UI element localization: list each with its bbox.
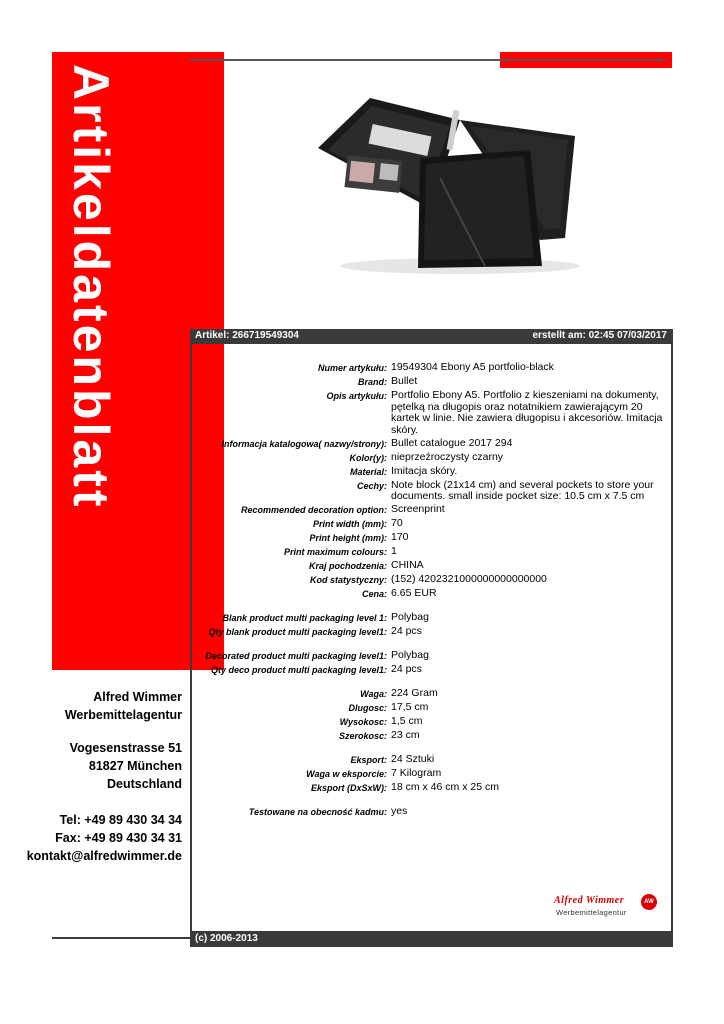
company-logo — [552, 893, 662, 923]
spec-value: Bullet — [391, 375, 418, 387]
company-name — [20, 688, 182, 724]
logo-subtitle: Werbemittelagentur — [556, 908, 627, 917]
phone-number: Tel: +49 89 430 34 34 — [59, 813, 182, 827]
spec-value: Portfolio Ebony A5. Portfolio z kieszeniami na dokumenty, pętelką na długopis oraz notatnikiem zawierającym 20 kartek w linie. Nie zawiera długopisu i akcesoriów. Imitacja skóry. — [391, 389, 663, 436]
company-contact — [20, 811, 182, 865]
spec-value: 18 cm x 46 cm x 25 cm — [391, 781, 499, 793]
spec-value: 1,5 cm — [391, 715, 423, 727]
spec-label: Waga w eksporcie: — [306, 769, 387, 779]
info-header — [190, 329, 673, 344]
export-row — [192, 782, 670, 795]
export-row — [192, 768, 670, 781]
spec-value: 19549304 Ebony A5 portfolio-black — [391, 361, 554, 373]
spec-row — [192, 546, 670, 559]
spec-value: Polybag — [391, 611, 429, 623]
spec-label: Kolor(y): — [349, 452, 387, 463]
logo-script: Alfred Wimmer — [554, 895, 625, 906]
product-image — [310, 88, 590, 278]
spec-value: Screenprint — [391, 503, 445, 515]
company-line2: Werbemittelagentur — [64, 708, 182, 722]
spec-value: 7 Kilogram — [391, 767, 442, 779]
spec-label: Brand: — [358, 377, 387, 387]
spec-label: Decorated product multi packaging level1: — [205, 651, 387, 661]
spec-label: Opis artykułu: — [326, 391, 387, 401]
spec-value: (152) 4202321000000000000000 — [391, 573, 547, 585]
spec-value: 24 Sztuki — [391, 753, 435, 765]
spec-row — [192, 574, 670, 587]
article-number: Artikel: 266719549304 — [195, 330, 299, 341]
address-city: 81827 München — [88, 759, 182, 773]
spec-label: Qty blank product multi packaging level1: — [208, 627, 387, 637]
spec-label: Print maximum colours: — [283, 547, 387, 557]
dimension-row — [192, 730, 670, 743]
spec-value: Imitacja skóry. — [391, 464, 458, 477]
packaging-row — [192, 664, 670, 677]
spec-label: Numer artykułu: — [317, 363, 387, 373]
spec-row — [192, 504, 670, 517]
spec-label: Qty deco product multi packaging level1: — [210, 665, 387, 675]
spec-row — [192, 362, 670, 375]
spec-value: 1 — [391, 545, 397, 557]
dimension-row — [192, 716, 670, 729]
spec-value: 70 — [391, 517, 403, 529]
spec-row — [192, 390, 670, 436]
spec-value: Note block (21x14 cm) and several pockets to store your documents. small inside pocket size: 10.5 cm x 7.5 cm — [391, 478, 654, 502]
company-line1: Alfred Wimmer — [93, 690, 182, 704]
spec-label: Kod statystyczny: — [309, 575, 387, 585]
spec-value: Bullet catalogue 2017 294 — [391, 436, 513, 449]
top-divider — [190, 59, 666, 61]
spec-list — [192, 362, 670, 820]
spec-label: Print width (mm): — [313, 519, 387, 529]
spec-value: 170 — [391, 531, 409, 543]
spec-label: Material: — [349, 466, 387, 477]
company-address — [20, 739, 182, 793]
spec-row — [192, 588, 670, 601]
copyright: (c) 2006-2013 — [195, 933, 258, 944]
document-title-text: Artikeldatenblatt — [63, 64, 119, 510]
spec-label: Cechy: — [356, 480, 387, 491]
spec-label: Eksport: — [350, 755, 387, 765]
fax-number: Fax: +49 89 430 34 31 — [55, 831, 182, 845]
test-row — [192, 806, 670, 819]
spec-label: Dlugosc: — [348, 703, 387, 713]
spec-value: 24 pcs — [391, 663, 422, 675]
dimension-row — [192, 688, 670, 701]
spec-label: Testowane na obecność kadmu: — [248, 807, 387, 817]
spec-label: Waga: — [360, 689, 387, 699]
spec-label: Informacja katalogowa( nazwy/strony): — [221, 438, 387, 449]
spec-label: Kraj pochodzenia: — [308, 561, 387, 571]
spec-row — [192, 560, 670, 573]
spec-label: Blank product multi packaging level 1: — [222, 613, 387, 623]
spec-value: nieprzeźroczysty czarny — [391, 450, 504, 463]
bottom-divider — [52, 937, 192, 939]
spec-value: Polybag — [391, 649, 429, 661]
document-title — [62, 64, 122, 554]
spec-value: 24 pcs — [391, 625, 422, 637]
spec-row — [192, 438, 670, 451]
dimension-row — [192, 702, 670, 715]
logo-badge: AW — [641, 894, 657, 910]
email-address: kontakt@alfredwimmer.de — [26, 849, 182, 863]
created-date: erstellt am: 02:45 07/03/2017 — [532, 330, 667, 341]
spec-label: Cena: — [361, 589, 387, 599]
spec-label: Print height (mm): — [309, 533, 387, 543]
spec-row — [192, 480, 670, 503]
spec-value: 6.65 EUR — [391, 587, 437, 599]
spec-row — [192, 466, 670, 479]
spec-row — [192, 376, 670, 389]
spec-value: yes — [391, 805, 408, 817]
export-row — [192, 754, 670, 767]
spec-label: Szerokosc: — [338, 731, 387, 741]
spec-row — [192, 518, 670, 531]
packaging-row — [192, 612, 670, 625]
spec-value: 17,5 cm — [391, 701, 429, 713]
spec-row — [192, 532, 670, 545]
spec-value: 23 cm — [391, 729, 420, 741]
spec-label: Wysokosc: — [339, 717, 387, 727]
spec-value: 224 Gram — [391, 687, 438, 699]
spec-label: Eksport (DxSxW): — [310, 783, 387, 793]
spec-label: Recommended decoration option: — [240, 505, 387, 515]
spec-value: CHINA — [391, 559, 424, 571]
address-country: Deutschland — [106, 777, 182, 791]
spec-row — [192, 452, 670, 465]
packaging-row — [192, 626, 670, 639]
address-street: Vogesenstrasse 51 — [69, 741, 182, 755]
info-footer — [190, 931, 673, 947]
packaging-row — [192, 650, 670, 663]
